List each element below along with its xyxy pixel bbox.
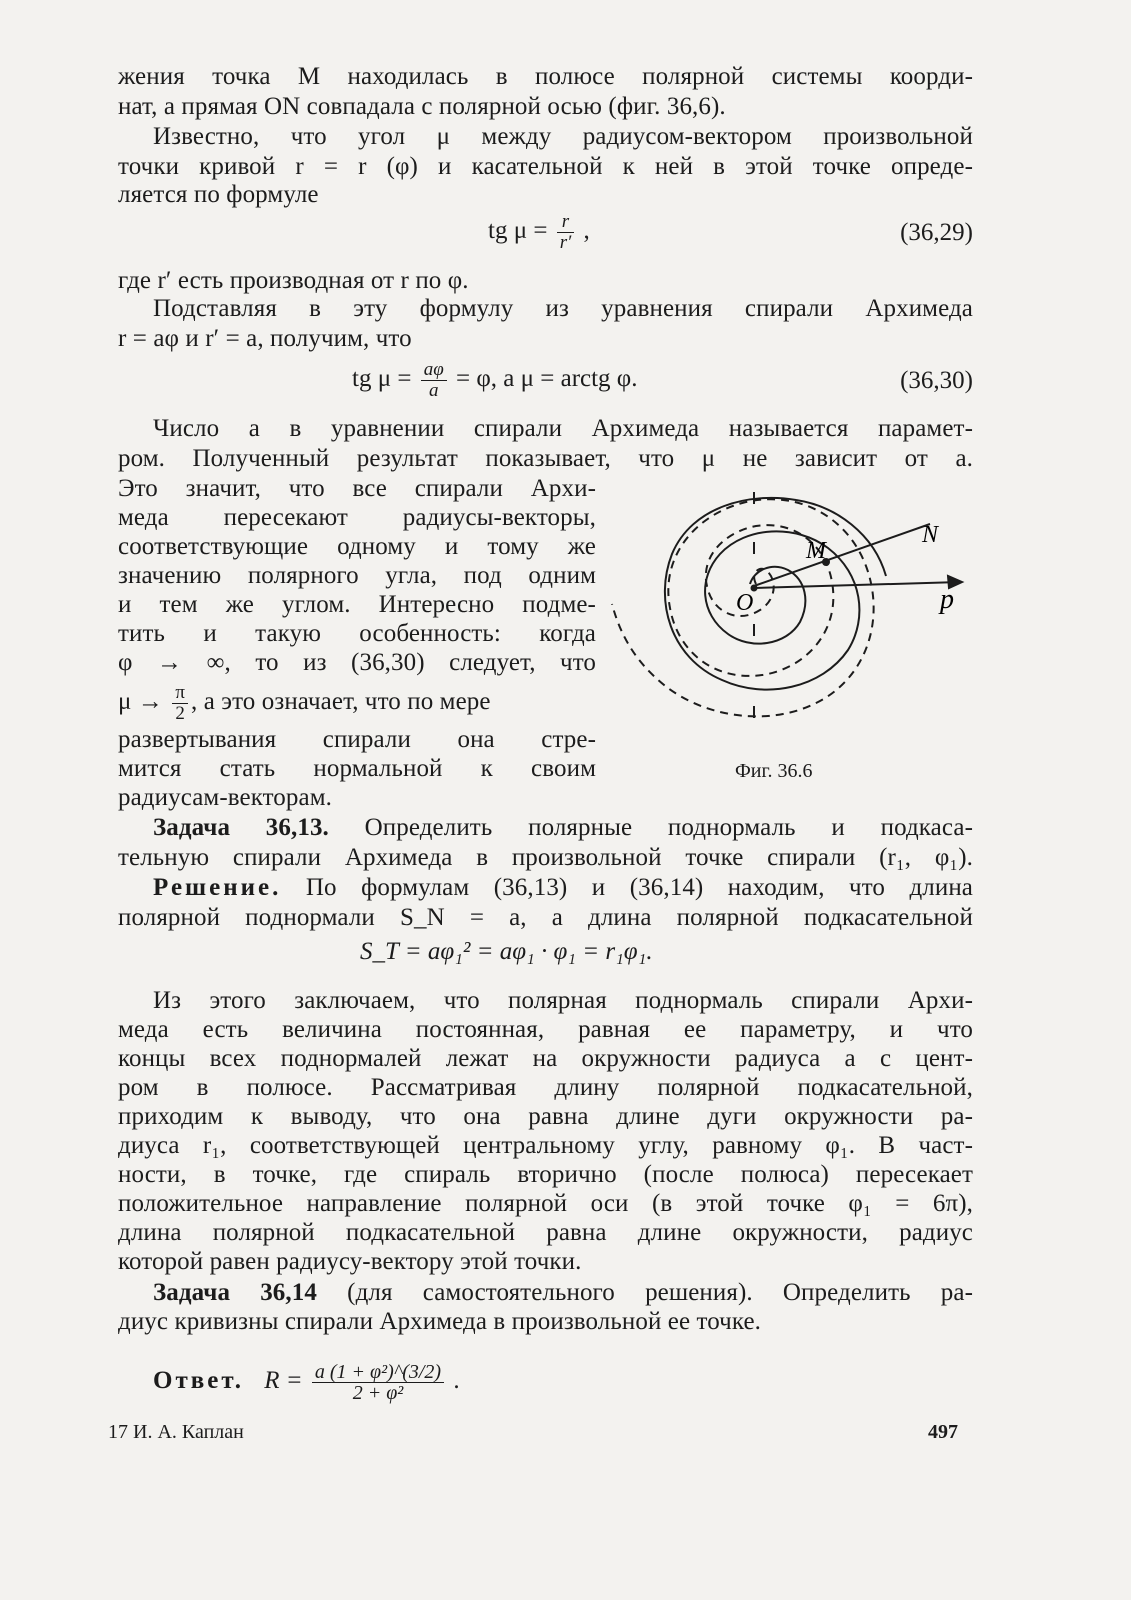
text-line: [153, 873, 973, 903]
text-fragment: (для самостоятельного решения). Определить ра-: [316, 1279, 973, 1306]
text-line: [153, 813, 973, 843]
text-line: которой равен радиусу-вектору этой точки.: [118, 1248, 582, 1275]
text-line: жения точка M находилась в полюсе полярной системы коорди-: [118, 63, 973, 90]
footer-signature: 17 И. А. Каплан: [108, 1421, 244, 1443]
text-line: диуса r₁, соответствующей центральному углу, равному φ₁. В част-: [118, 1132, 973, 1159]
text-line: Подставляя в эту формулу из уравнения спирали Архимеда: [153, 295, 973, 322]
text-line: радиусам-векторам.: [118, 784, 332, 811]
equation-number: (36,30): [900, 367, 973, 394]
fraction-numerator: r: [557, 212, 575, 233]
problem-heading: Задача 36,13.: [153, 814, 329, 841]
page-number: 497: [928, 1421, 958, 1443]
text-line: длина полярной подкасательной равна длине окружности, радиус: [118, 1219, 973, 1246]
polar-axis-line: [754, 582, 960, 588]
fraction-denominator: a: [428, 380, 439, 401]
text-line: нат, а прямая ON совпадала с полярной осью (фиг. 36,6).: [118, 93, 726, 120]
text-line: меда пересекают радиусы-векторы,: [118, 504, 596, 531]
text-line: приходим к выводу, что она равна длине дуги окружности ра-: [118, 1103, 973, 1130]
text-line: ром. Полученный результат показывает, что μ не зависит от a.: [118, 445, 973, 472]
text-line: и тем же углом. Интересно подме-: [118, 591, 596, 618]
text-line: φ → ∞, то из (36,30) следует, что: [118, 649, 596, 676]
text-line: точки кривой r = r (φ) и касательной к ней в этой точке опреде-: [118, 153, 973, 180]
text-line: соответствующие одному и тому же: [118, 533, 596, 560]
text-line: ром в полюсе. Рассматривая длину полярной подкасательной,: [118, 1074, 973, 1101]
radius-vector-line: [754, 524, 930, 586]
text-line: мится стать нормальной к своим: [118, 755, 596, 782]
text-line: положительное направление полярной оси (в этой точке φ₁ = 6π),: [118, 1190, 973, 1217]
fraction-denominator: r′: [559, 232, 572, 253]
equation-number: (36,29): [900, 219, 973, 246]
fraction-numerator: π: [172, 683, 188, 704]
text-line: r = aφ и r′ = a, получим, что: [118, 325, 412, 352]
fraction-numerator: aφ: [421, 360, 447, 381]
fraction: [421, 360, 447, 401]
answer-label: Ответ.: [153, 1367, 244, 1395]
text-line: тить и такую особенность: когда: [118, 620, 596, 647]
fraction-denominator: 2: [175, 703, 185, 724]
text-line: Из этого заключаем, что полярная поднормаль спирали Архи-: [153, 987, 973, 1014]
text-line: концы всех поднормалей лежат на окружности радиуса a с цент-: [118, 1045, 973, 1072]
fraction: [312, 1362, 444, 1403]
label-n: N: [922, 522, 939, 548]
text-line: тельную спирали Архимеда в произвольной точке спирали (r₁, φ₁).: [118, 844, 973, 871]
text-fragment: , а это означает, что по мере: [191, 688, 491, 716]
text-line: где r′ есть производная от r по φ.: [118, 267, 469, 294]
text-fragment: По формулам (36,13) и (36,14) находим, что длина: [281, 874, 973, 901]
formula-lhs: tg μ =: [488, 217, 548, 245]
fraction: [172, 683, 188, 724]
formula-36-30: [352, 360, 638, 401]
text-line: Это значит, что все спирали Архи-: [118, 475, 596, 502]
formula-tail: .: [453, 1367, 460, 1395]
formula-subtangent: S_T = aφ₁² = aφ₁ · φ₁ = r₁φ₁.: [360, 938, 653, 965]
text-fragment: Определить полярные поднормаль и подкаса-: [328, 814, 973, 841]
text-line: [153, 1278, 973, 1308]
text-line: диус кривизны спирали Архимеда в произвольной ее точке.: [118, 1308, 762, 1335]
label-m: M: [806, 538, 826, 564]
label-p: p: [940, 584, 954, 615]
text-line: развертывания спирали она стре-: [118, 726, 596, 753]
formula-36-29: [488, 212, 590, 253]
text-line: значению полярного угла, под одним: [118, 562, 596, 589]
fraction: [557, 212, 575, 253]
solution-heading: Решение.: [153, 874, 282, 901]
figure-caption: Фиг. 36.6: [735, 760, 813, 782]
problem-heading: Задача 36,14: [153, 1279, 317, 1306]
limit-expression: μ →: [118, 688, 163, 716]
archimedean-spiral-figure: [600, 478, 980, 728]
text-line: полярной поднормали S_N = a, а длина полярной подкасательной: [118, 904, 973, 931]
answer-formula: [153, 1362, 460, 1403]
text-line: меда есть величина постоянная, равная ее параметру, и что: [118, 1016, 973, 1043]
label-o: O: [736, 590, 754, 616]
formula-lhs: R =: [264, 1367, 303, 1395]
fraction-denominator: 2 + φ²: [352, 1382, 404, 1404]
text-line: Известно, что угол μ между радиусом-вектором произвольной: [153, 123, 973, 150]
text-line: ляется по формуле: [118, 181, 319, 208]
formula-lhs: tg μ =: [352, 365, 412, 393]
formula-tail: = φ, а μ = arctg φ.: [455, 365, 638, 393]
fraction-numerator: a (1 + φ²)^(3/2): [312, 1362, 444, 1383]
text-line: [118, 683, 596, 724]
text-line: Число a в уравнении спирали Архимеда называется парамет-: [153, 415, 973, 442]
text-line: ности, в точке, где спираль вторично (после полюса) пересекает: [118, 1161, 973, 1188]
formula-tail: ,: [583, 217, 590, 245]
